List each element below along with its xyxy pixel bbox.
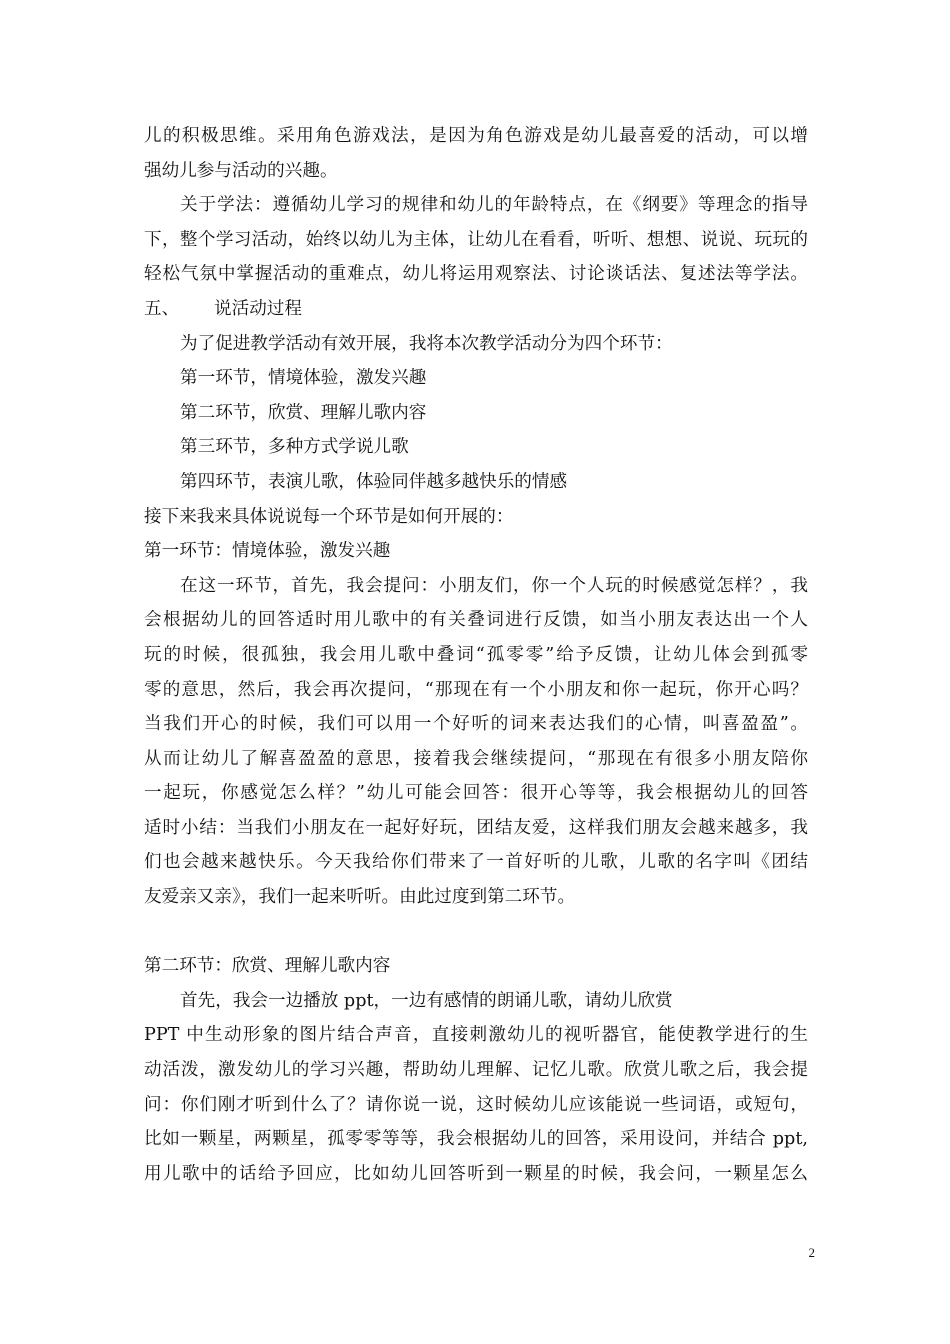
subheading: 第二环节：欣赏、理解儿歌内容 [144, 956, 391, 977]
text-line: 玩的时候，很孤独，我会用儿歌中叠词“孤零零”给予反馈，让幼儿体会到孤零 [144, 644, 808, 665]
text-line: 第一环节，情境体验，激发兴趣 [180, 368, 427, 389]
page-number: 2 [808, 1245, 815, 1260]
text-line: 比如一颗星，两颗星，孤零零等等，我会根据幼儿的回答，采用设问，并结合 ppt, [144, 1129, 808, 1150]
text-line: 动活泼，激发幼儿的学习兴趣，帮助幼儿理解、记忆儿歌。欣赏儿歌之后，我会提 [144, 1060, 808, 1081]
text-line: PPT 中生动形象的图片结合声音，直接刺激幼儿的视听器官，能使教学进行的生 [144, 1025, 808, 1046]
text-line: 强幼儿参与活动的兴趣。 [144, 160, 338, 181]
text-line: 问：你们刚才听到什么了？请你说一说，这时候幼儿应该能说一些词语，或短句， [144, 1094, 808, 1115]
text-line: 一起玩，你感觉怎么样？”幼儿可能会回答：很开心等等，我会根据幼儿的回答 [144, 783, 808, 804]
text-line: 用儿歌中的话给予回应，比如幼儿回答听到一颗星的时候，我会问，一颗星怎么 [144, 1163, 808, 1184]
section-title: 说活动过程 [214, 298, 302, 319]
text-line: 在这一环节，首先，我会提问：小朋友们，你一个人玩的时候感觉怎样？，我 [180, 575, 808, 596]
text-line: 会根据幼儿的回答适时用儿歌中的有关叠词进行反馈，如当小朋友表达出一个人 [144, 610, 808, 631]
text-line: 们也会越来越快乐。今天我给你们带来了一首好听的儿歌，儿歌的名字叫《团结 [144, 852, 808, 873]
text-line: 接下来我来具体说说每一个环节是如何开展的： [144, 506, 514, 527]
blank-line [144, 915, 808, 950]
text-line: 儿的积极思维。采用角色游戏法，是因为角色游戏是幼儿最喜爱的活动，可以增 [144, 126, 808, 146]
text-line: 当我们开心的时候，我们可以用一个好听的词来表达我们的心情，叫喜盈盈”。 [144, 714, 808, 735]
text-line: 轻松气氛中掌握活动的重难点，幼儿将运用观察法、讨论谈话法、复述法等学法。 [144, 264, 808, 285]
text-line: 第二环节，欣赏、理解儿歌内容 [180, 402, 427, 423]
section-number: 五、 [144, 298, 180, 319]
text-line: 适时小结：当我们小朋友在一起好好玩，团结友爱，这样我们朋友会越来越多，我 [144, 817, 808, 838]
text-line: 从而让幼儿了解喜盈盈的意思，接着我会继续提问，“那现在有很多小朋友陪你 [144, 748, 808, 769]
document-body [144, 119, 808, 1191]
text-line: 零的意思，然后，我会再次提问，“那现在有一个小朋友和你一起玩，你开心吗？ [144, 679, 808, 700]
text-line: 下，整个学习活动，始终以幼儿为主体，让幼儿在看看，听听、想想、说说、玩玩的 [144, 229, 808, 250]
text-line: 首先，我会一边播放 ppt，一边有感情的朗诵儿歌，请幼儿欣赏 [180, 990, 673, 1011]
text-line: 友爱亲又亲》，我们一起来听听。由此过度到第二环节。 [144, 887, 576, 908]
text-line: 第四环节，表演儿歌，体验同伴越多越快乐的情感 [180, 471, 568, 492]
subheading: 第一环节：情境体验，激发兴趣 [144, 541, 391, 562]
text-line: 关于学法：遵循幼儿学习的规律和幼儿的年龄特点，在《纲要》等理念的指导 [180, 195, 808, 216]
text-line: 为了促进教学活动有效开展，我将本次教学活动分为四个环节： [180, 333, 673, 354]
text-line: 第三环节，多种方式学说儿歌 [180, 437, 409, 458]
section-heading [144, 292, 808, 327]
